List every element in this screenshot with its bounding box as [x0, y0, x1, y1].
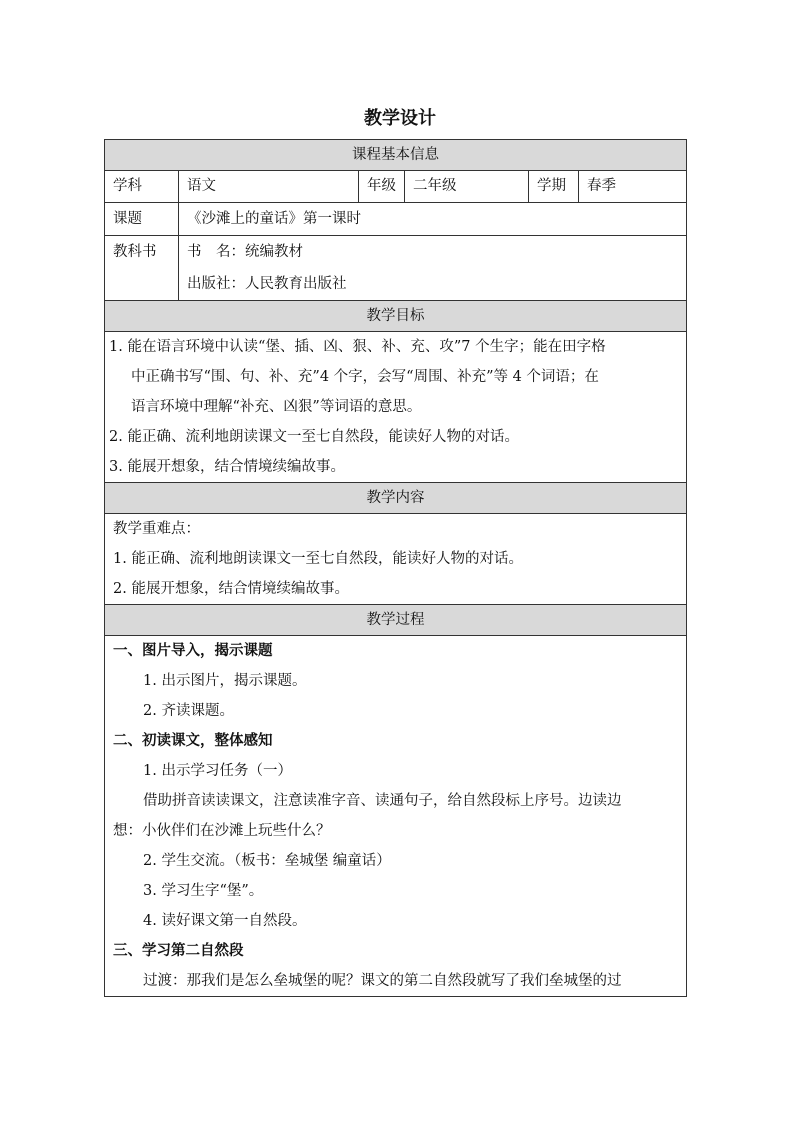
objective-line: 语言环境中理解“补充、凶狠”等词语的意思。 [131, 399, 422, 415]
objectives-body [105, 332, 687, 483]
process-item: 3. 学习生字“堡”。 [143, 883, 264, 899]
textbook-row [105, 236, 687, 301]
process-part2-heading: 二、初读课文，整体感知 [113, 733, 273, 749]
objective-line: 2. 能正确、流利地朗读课文一至七自然段，能读好人物的对话。 [109, 429, 519, 445]
content-body [105, 514, 687, 605]
subject-label: 学科 [105, 171, 179, 203]
basic-info-section-title: 课程基本信息 [105, 140, 687, 171]
textbook-publisher: 出版社：人民教育出版社 [187, 276, 347, 292]
textbook-label: 教科书 [105, 236, 179, 301]
grade-label: 年级 [359, 171, 405, 203]
topic-label: 课题 [105, 203, 179, 236]
grade-value: 二年级 [405, 171, 529, 203]
document-title: 教学设计 [364, 108, 436, 129]
content-line: 教学重难点： [113, 521, 200, 537]
content-line: 1. 能正确、流利地朗读课文一至七自然段，能读好人物的对话。 [113, 551, 523, 567]
process-item: 1. 出示图片，揭示课题。 [143, 673, 307, 689]
lesson-plan-table [104, 139, 687, 997]
term-value: 春季 [579, 171, 687, 203]
term-label: 学期 [529, 171, 579, 203]
subject-row [105, 171, 687, 203]
objectives-header-row [105, 301, 687, 332]
basic-info-header-row [105, 140, 687, 171]
process-item: 2. 学生交流。（板书：垒城堡 编童话） [143, 853, 391, 869]
textbook-name: 书 名：统编教材 [187, 244, 303, 260]
process-part1-heading: 一、图片导入，揭示课题 [113, 643, 273, 659]
process-header-row [105, 605, 687, 636]
content-line: 2. 能展开想象，结合情境续编故事。 [113, 581, 349, 597]
process-section-title: 教学过程 [105, 605, 687, 636]
objective-line: 1. 能在语言环境中认读“堡、插、凶、狠、补、充、攻”7 个生字；能在田字格 [109, 339, 606, 355]
process-row [105, 636, 687, 997]
process-item: 2. 齐读课题。 [143, 703, 234, 719]
content-header-row [105, 483, 687, 514]
process-item: 1. 出示学习任务（一） [143, 763, 292, 779]
topic-value: 《沙滩上的童话》第一课时 [179, 203, 687, 236]
process-paragraph: 借助拼音读读课文，注意读准字音、读通句子，给自然段标上序号。边读边 [143, 793, 622, 809]
objective-line: 3. 能展开想象，结合情境续编故事。 [109, 459, 345, 475]
objectives-row [105, 332, 687, 483]
process-item: 4. 读好课文第一自然段。 [143, 913, 307, 929]
topic-row [105, 203, 687, 236]
process-paragraph: 想：小伙伴们在沙滩上玩些什么？ [113, 823, 331, 839]
objectives-section-title: 教学目标 [105, 301, 687, 332]
content-section-title: 教学内容 [105, 483, 687, 514]
content-row [105, 514, 687, 605]
objective-line: 中正确书写“围、句、补、充”4 个字，会写“周围、补充”等 4 个词语；在 [131, 369, 599, 385]
process-body [105, 636, 687, 997]
process-paragraph: 过渡：那我们是怎么垒城堡的呢？课文的第二自然段就写了我们垒城堡的过 [143, 973, 622, 989]
process-part3-heading: 三、学习第二自然段 [113, 943, 244, 959]
subject-value: 语文 [179, 171, 359, 203]
textbook-info [179, 236, 687, 301]
